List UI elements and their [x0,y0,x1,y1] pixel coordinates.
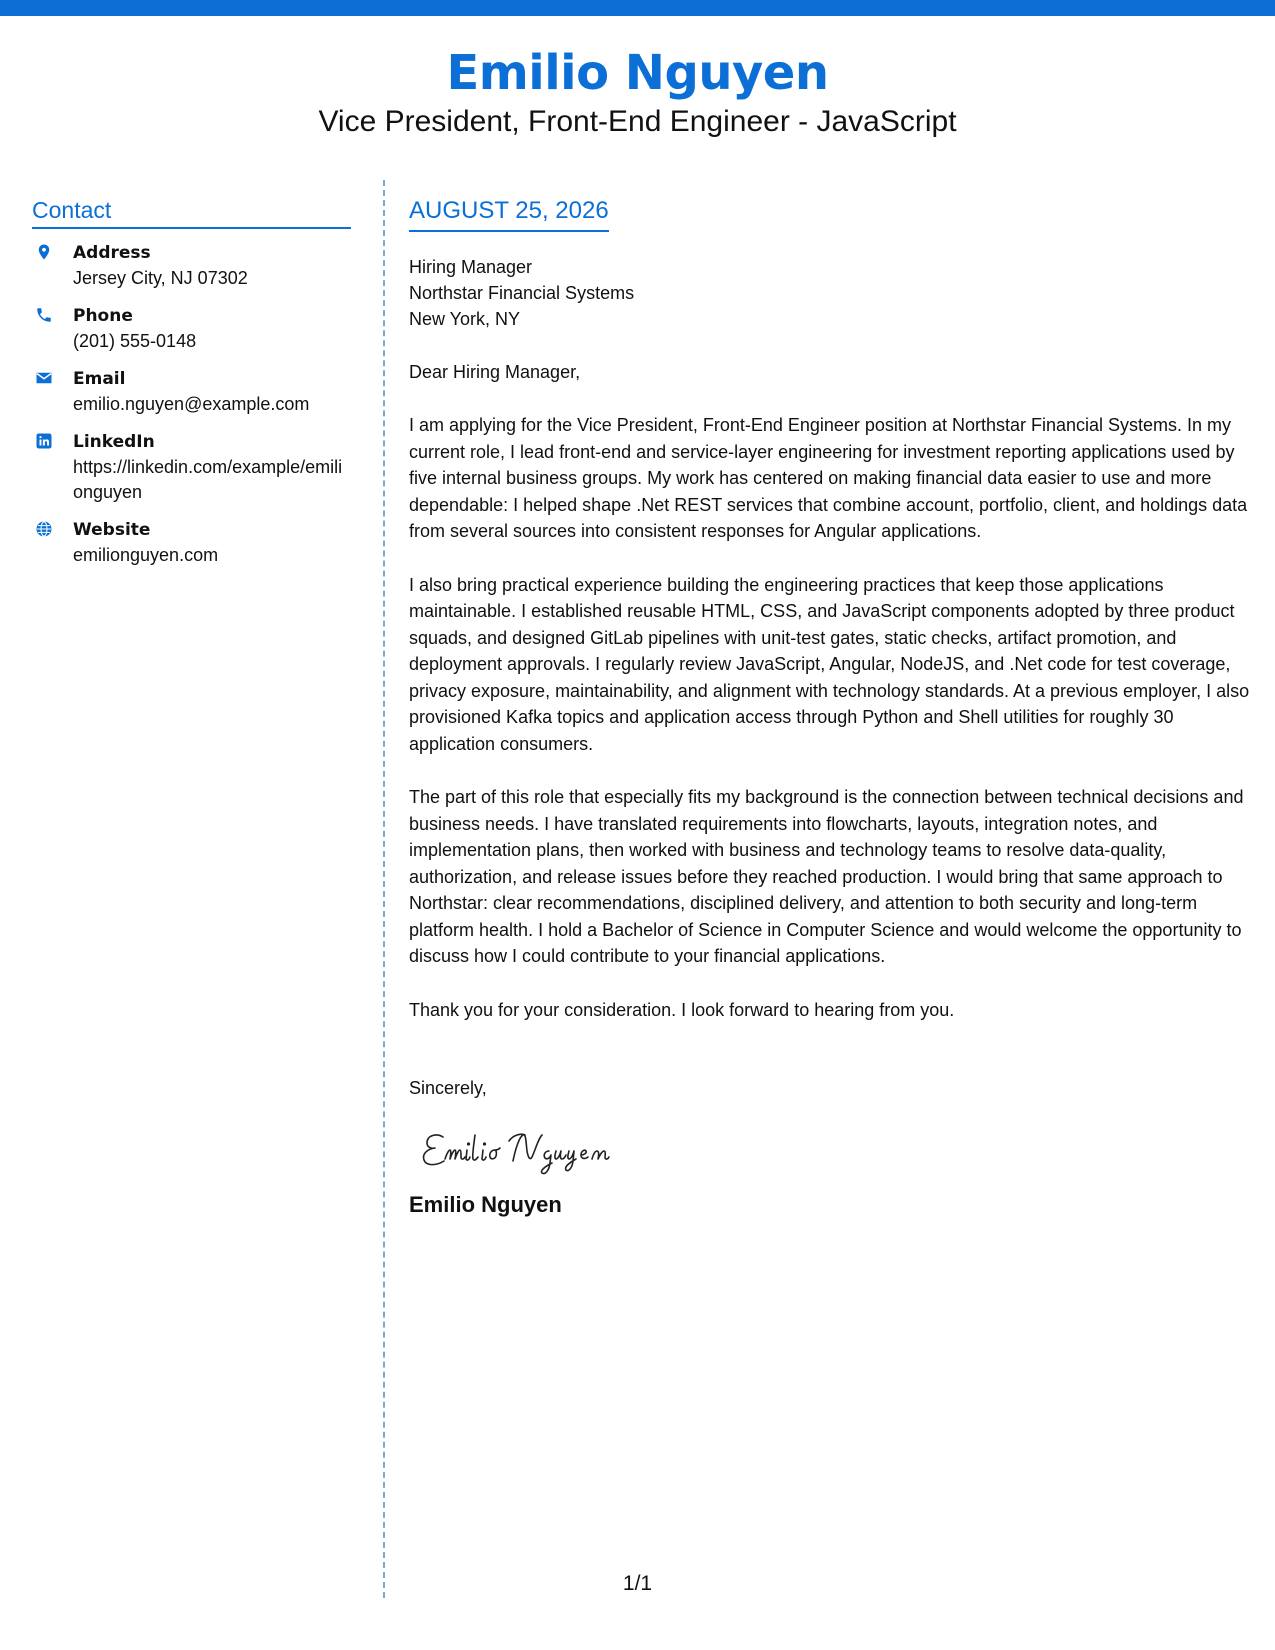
body-paragraph: I am applying for the Vice President, Front-End Engineer position at Northstar Financial Systems. In my current role, I lead front-end and service-layer engineering for investment reporting applications used by five internal business groups. My work has centered on making financial data easier to use and more dependable: I helped shape .Net REST services that combine account, portfolio, client, and holdings data from several sources into consistent responses for Angular applications. [409,415,1248,541]
letter-date: AUGUST 25, 2026 [409,196,609,232]
contact-item-address [32,241,351,291]
email-icon [32,367,73,417]
contact-heading: Contact [32,196,351,229]
contact-label: Email [73,369,126,389]
contact-label: Phone [73,306,133,326]
recipient-name: Hiring Manager [409,257,533,277]
closing: Sincerely, [409,1078,487,1098]
linkedin-icon [32,430,73,505]
website-link[interactable]: emilionguyen.com [73,545,219,565]
applicant-name: Emilio Nguyen [446,45,829,101]
contact-item-linkedin [32,430,351,505]
linkedin-link[interactable]: https://linkedin.com/example/emilionguyen [73,457,343,502]
contact-sidebar [32,196,351,581]
column-divider [383,180,385,1598]
body-paragraph: Thank you for your consideration. I look forward to hearing from you. [409,999,955,1020]
address-value: Jersey City, NJ 07302 [73,268,248,288]
page-number: 1/1 [622,1572,653,1595]
recipient-company: Northstar Financial Systems [409,283,635,303]
phone-value: (201) 555-0148 [73,331,197,351]
letter-body [409,196,1250,1219]
signer-name: Emilio Nguyen [409,1192,562,1217]
globe-icon [32,518,73,568]
recipient-location: New York, NY [409,309,521,329]
contact-item-website [32,518,351,568]
letter-header [0,40,1275,140]
recipient-block [409,254,1250,332]
applicant-title: Vice President, Front-End Engineer - JavaScript [318,105,957,138]
phone-icon [32,304,73,354]
email-link[interactable]: emilio.nguyen@example.com [73,394,310,414]
contact-list [32,241,351,568]
contact-label: LinkedIn [73,432,155,452]
contact-label: Address [73,243,151,263]
contact-item-email [32,367,351,417]
contact-item-phone [32,304,351,354]
salutation: Dear Hiring Manager, [409,362,581,382]
body-paragraph: The part of this role that especially fits my background is the connection between technical decisions and business needs. I have translated requirements into flowcharts, layouts, integration notes, and implementation plans, then worked with business and technology teams to resolve data-quality, authorization, and release issues before they reached production. I would bring that same approach to Northstar: clear recommendations, disciplined delivery, and attention to both security and long-term platform health. I hold a Bachelor of Science in Computer Science and would welcome the opportunity to discuss how I could contribute to your financial applications. [409,787,1244,966]
handwritten-signature [409,1119,669,1179]
body-paragraph: I also bring practical experience building the engineering practices that keep those applications maintainable. I established reusable HTML, CSS, and JavaScript components adopted by three product squads, and designed GitLab pipelines with unit-test gates, static checks, artifact promotion, and deployment approvals. I regularly review JavaScript, Angular, NodeJS, and .Net code for test coverage, privacy exposure, maintainability, and alignment with technology standards. At a previous employer, I also provisioned Kafka topics and application access through Python and Shell utilities for roughly 30 application consumers. [409,574,1250,754]
top-accent-bar [0,0,1275,16]
location-pin-icon [32,241,73,291]
contact-label: Website [73,520,151,540]
